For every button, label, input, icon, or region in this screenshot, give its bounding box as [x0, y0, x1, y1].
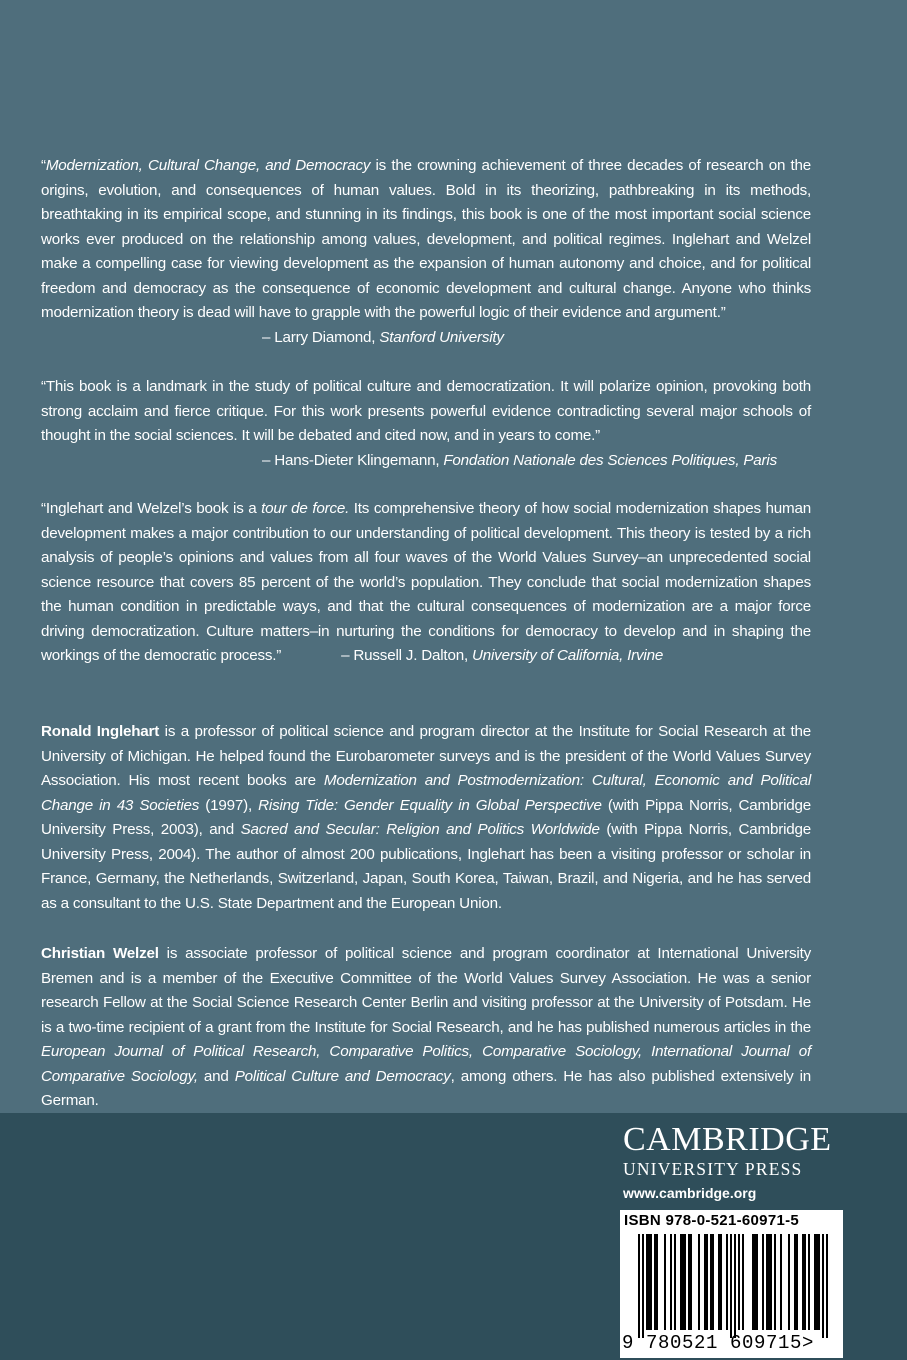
- barcode-bar: [770, 1234, 772, 1330]
- isbn-label: ISBN 978-0-521-60971-5: [624, 1212, 800, 1229]
- endorsement-attribution: – Russell J. Dalton, University of California, Irvine: [341, 647, 664, 664]
- barcode-bar: [720, 1234, 722, 1330]
- barcode-bar: [762, 1234, 764, 1330]
- barcode-bar: [638, 1234, 640, 1338]
- barcode-bar: [664, 1234, 666, 1330]
- barcode-bar: [698, 1234, 700, 1330]
- barcode-bar: [754, 1234, 756, 1330]
- barcode-digits: 9 780521 609715>: [622, 1332, 815, 1354]
- barcode-bar: [816, 1234, 818, 1330]
- barcode-bar: [738, 1234, 740, 1330]
- barcode-bar: [814, 1234, 816, 1330]
- barcode-bar: [804, 1234, 806, 1330]
- barcode-bar: [808, 1234, 810, 1330]
- barcode-bar: [796, 1234, 798, 1330]
- endorsement-klingemann: [41, 375, 811, 473]
- barcode-bar: [756, 1234, 758, 1330]
- endorsement-diamond: [41, 154, 811, 350]
- barcode-bar: [648, 1234, 650, 1330]
- author-bio-inglehart: Ronald Inglehart is a professor of political science and program director at the Institute for Social Research at the University of Michigan. He helped found the Eurobarometer surveys and is the president of the World Values Survey Association. His most recent books are Modernization and Postmodernization: Cultural, Economic and Political Change in 43 Societies (1997), Rising Tide: Gender Equality in Global Perspective (with Pippa Norris, Cambridge University Press, 2003), and Sacred and Secular: Religion and Politics Worldwide (with Pippa Norris, Cambridge University Press, 2004). The author of almost 200 publications, Inglehart has been a visiting professor or scholar in France, Germany, the Netherlands, Switzerland, Japan, South Korea, Taiwan, Brazil, and Nigeria, and he has served as a consultant to the U.S. State Department and the European Union.: [41, 723, 811, 912]
- endorsement-attribution: – Larry Diamond, Stanford University: [262, 328, 504, 346]
- endorsement-text: “This book is a landmark in the study of political culture and democratization. It will polarize opinion, provoking both strong acclaim and fierce critique. For this work presents powerful evidence contradicting several major schools of thought in the social sciences. It will be debated and cited now, and in years to come.”: [41, 378, 811, 444]
- barcode-bar: [704, 1234, 706, 1330]
- endorsement-attribution: – Hans-Dieter Klingemann, Fondation Nationale des Sciences Politiques, Paris: [262, 451, 777, 469]
- barcode-bar: [730, 1234, 732, 1338]
- barcode-bar: [690, 1234, 692, 1330]
- barcode-bar: [734, 1234, 736, 1338]
- barcode-bar: [752, 1234, 754, 1330]
- barcode-bar: [718, 1234, 720, 1330]
- barcode-bar: [826, 1234, 828, 1338]
- barcode-bar: [706, 1234, 708, 1330]
- author-bio-welzel: Christian Welzel is associate professor of political science and program coordinator at International University Bremen and is a member of the Executive Committee of the World Values Survey Association. He was a senior research Fellow at the Social Science Research Center Berlin and visiting professor at the University of Potsdam. He is a two-time recipient of a grant from the Institute for Social Research, and he has published numerous articles in the European Journal of Political Research, Comparative Politics, Comparative Sociology, International Journal of Comparative Sociology, and Political Culture and Democracy, among others. He has also published extensively in German.: [41, 945, 812, 1109]
- barcode-bar: [774, 1234, 776, 1330]
- barcode-bar: [650, 1234, 652, 1330]
- barcode-bar: [766, 1234, 768, 1330]
- barcode-bar: [642, 1234, 644, 1338]
- publisher-logo: [623, 1121, 853, 1201]
- barcode-bar: [682, 1234, 684, 1330]
- barcode-bar: [710, 1234, 712, 1330]
- barcode-bar: [780, 1234, 782, 1330]
- barcode-bar: [688, 1234, 690, 1330]
- barcode-bar: [654, 1234, 656, 1330]
- barcode-bar: [712, 1234, 714, 1330]
- endorsement-dalton: “Inglehart and Welzel’s book is a tour de force. Its comprehensive theory of how social modernization shapes human development makes a major contribution to our understanding of political development. This theory is tested by a rich analysis of people’s opinions and values from all four waves of the World Values Survey–an unprecedented social science resource that covers 85 percent of the world’s population. They conclude that social modernization shapes the human condition in predictable ways, and that the cultural consequences of modernization are a major force driving democratization. Culture matters–in nurturing the conditions for democracy to develop and in shaping the workings of the democratic process.” – Russell J. Dalton, University of California, Irvine: [41, 500, 811, 664]
- barcode-bar: [684, 1234, 686, 1330]
- author-name: Christian Welzel: [41, 945, 159, 962]
- barcode-bar: [742, 1234, 744, 1330]
- barcode-bar: [818, 1234, 820, 1330]
- barcode-bar: [802, 1234, 804, 1330]
- author-name: Ronald Inglehart: [41, 723, 160, 740]
- barcode-bar: [788, 1234, 790, 1330]
- book-title: Modernization, Cultural Change, and Democracy: [45, 157, 371, 174]
- barcode-bar: [646, 1234, 648, 1330]
- endorsement-text: is the crowning achievement of three decades of research on the origins, evolution, and consequences of human values. Bold in its theorizing, pathbreaking in its methods, breathtaking in its empirical scope, and stunning in its findings, this book is one of the most important social science works ever produced on the relationship among values, development, and political regimes. Inglehart and Welzel make a compelling case for viewing development as the expansion of human autonomy and choice, and for political freedom and democracy as the consequence of economic development and cultural change. Anyone who thinks modernization theory is dead will have to grapple with the powerful logic of their evidence and argument.”: [41, 157, 811, 321]
- barcode-bar: [726, 1234, 728, 1330]
- barcode-bar: [674, 1234, 676, 1330]
- barcode-bar: [794, 1234, 796, 1330]
- publisher-name: CAMBRIDGE: [623, 1121, 832, 1158]
- barcode-bar: [768, 1234, 770, 1330]
- barcode-bar: [822, 1234, 824, 1338]
- barcode-bar: [656, 1234, 658, 1330]
- publisher-url: www.cambridge.org: [623, 1185, 757, 1201]
- open-quote: “: [41, 157, 46, 174]
- publisher-subtitle: UNIVERSITY PRESS: [623, 1159, 803, 1179]
- isbn-barcode: [620, 1210, 843, 1358]
- barcode-bar: [680, 1234, 682, 1330]
- barcode-bar: [670, 1234, 672, 1330]
